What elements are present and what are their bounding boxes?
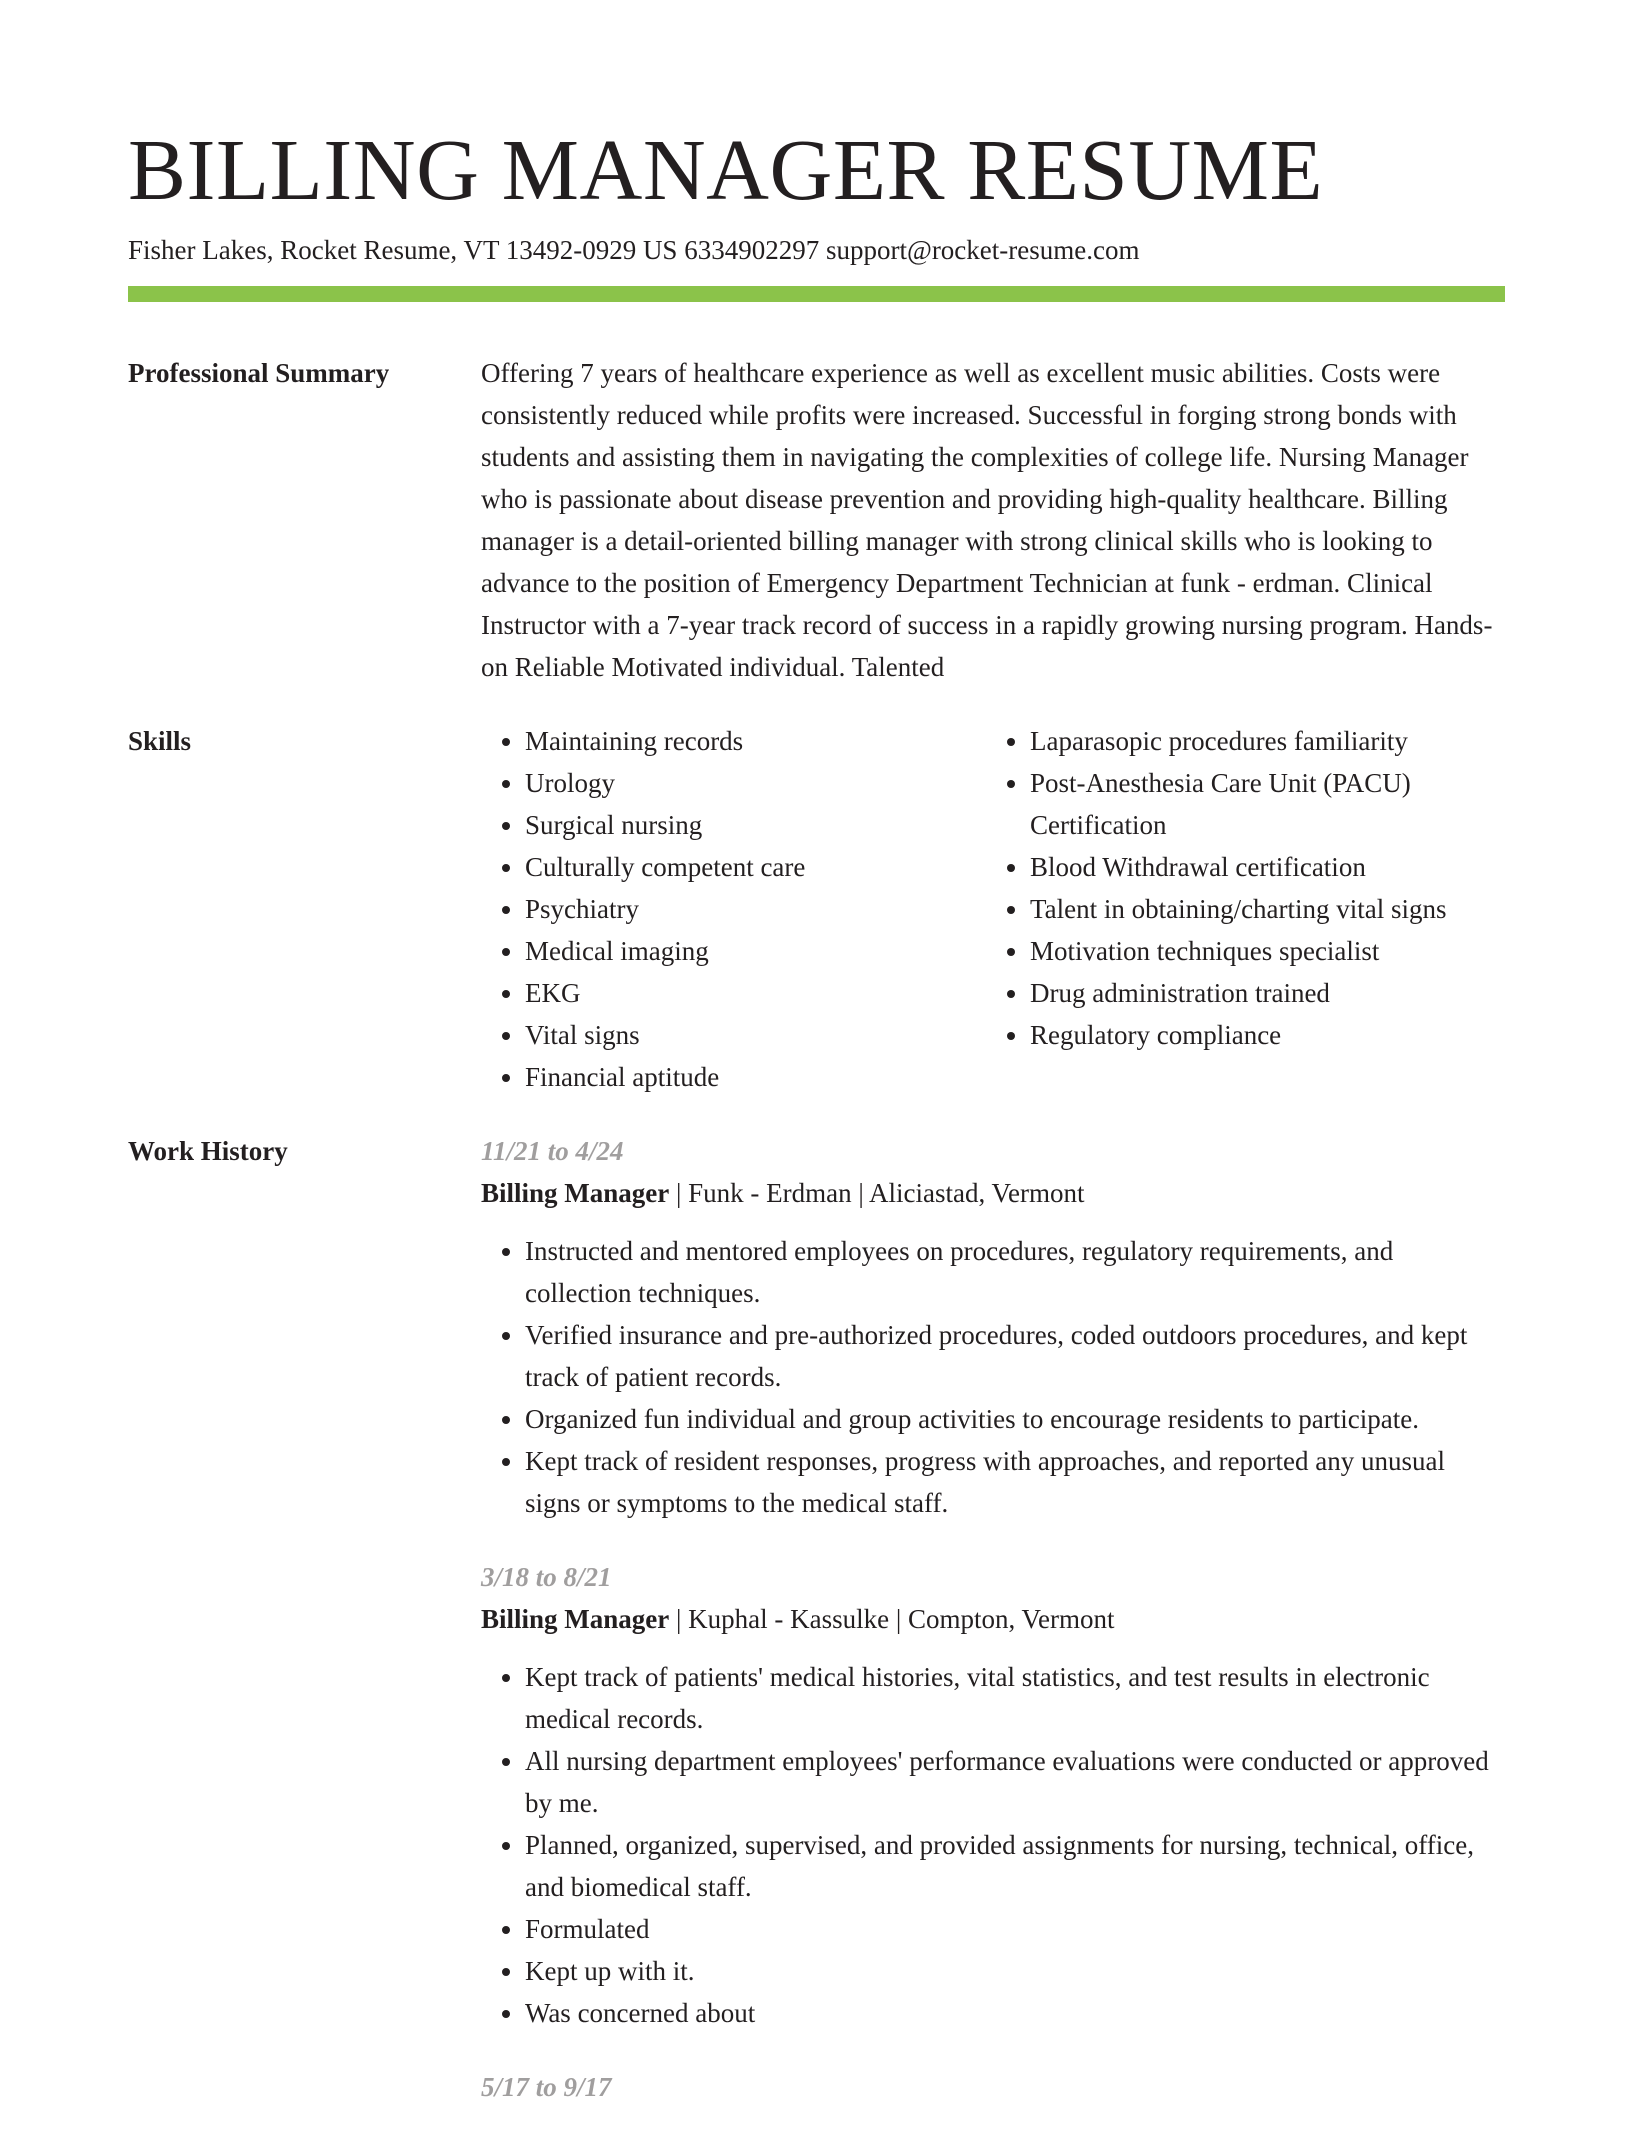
summary-text: Offering 7 years of healthcare experience as well as excellent music abilities. Costs were consistently reduced while profits were increased. Successful in forging strong bonds with students and assisting them in navigating the complexities of college life. Nursing Manager who is passionate about disease prevention and providing high-quality healthcare. Billing manager is a detail-oriented billing manager with strong clinical skills who is looking to advance to the position of Emergency Department Technician at funk - erdman. Clinical Instructor with a 7-year track record of success in a rapidly growing nursing program. Hands-on Reliable Motivated individual. Talented [481, 358, 1493, 682]
professional-summary-section [128, 352, 1505, 688]
skills-list-2 [986, 720, 1491, 1056]
job-employer-location: | Kuphal - Kassulke | Compton, Vermont [669, 1604, 1115, 1634]
skill-item: • Talent in obtaining/charting vital signs [1030, 888, 1491, 930]
job-bullets [481, 1230, 1505, 1524]
work-history-section [128, 1130, 1505, 2140]
skills-list-1 [481, 720, 986, 1098]
skill-item: • EKG [525, 972, 986, 1014]
contact-line: Fisher Lakes, Rocket Resume, VT 13492-0929 US 6334902297 support@rocket-resume.com [128, 235, 1140, 265]
job-bullet: • Instructed and mentored employees on procedures, regulatory requirements, and collection techniques. [525, 1230, 1505, 1314]
skill-item: • Financial aptitude [525, 1056, 986, 1098]
resume-title: BILLING MANAGER RESUME [128, 121, 1324, 218]
job-bullet: • Organized fun individual and group activities to encourage residents to participate. [525, 1398, 1505, 1440]
resume-page [128, 120, 1505, 2140]
skill-item: • Medical imaging [525, 930, 986, 972]
section-label-work: Work History [128, 1136, 288, 1166]
job-bullets [481, 1656, 1505, 2034]
job-entry [481, 1130, 1505, 1524]
job-bullet: • All nursing department employees' performance evaluations were conducted or approved by me. [525, 1740, 1505, 1824]
job-title-line [481, 1172, 1505, 1214]
job-entry [481, 1556, 1505, 2034]
skill-item: • Drug administration trained [1030, 972, 1491, 1014]
job-bullet: • Planned, organized, supervised, and provided assignments for nursing, technical, office, and biomedical staff. [525, 1824, 1505, 1908]
skills-column-1 [481, 720, 986, 1098]
job-title: Billing Manager [481, 1604, 670, 1634]
skills-column-2 [986, 720, 1491, 1098]
section-label-summary: Professional Summary [128, 358, 390, 388]
skill-item: • Laparasopic procedures familiarity [1030, 720, 1491, 762]
job-dates: 11/21 to 4/24 [481, 1136, 624, 1166]
skill-item: • Psychiatry [525, 888, 986, 930]
skill-item: • Culturally competent care [525, 846, 986, 888]
skill-item: • Vital signs [525, 1014, 986, 1056]
skill-item: • Motivation techniques specialist [1030, 930, 1491, 972]
skills-section [128, 720, 1505, 1098]
job-bullet: • Formulated [525, 1908, 1505, 1950]
job-dates: 5/17 to 9/17 [481, 2072, 612, 2102]
job-bullet: • Kept track of resident responses, progress with approaches, and reported any unusual signs or symptoms to the medical staff. [525, 1440, 1505, 1524]
job-title: Billing Manager [481, 1178, 670, 1208]
skill-item: • Maintaining records [525, 720, 986, 762]
job-bullet: • Kept track of patients' medical histories, vital statistics, and test results in electronic medical records. [525, 1656, 1505, 1740]
job-bullet: • Was concerned about [525, 1992, 1505, 2034]
job-dates: 3/18 to 8/21 [481, 1562, 612, 1592]
job-bullet: • Kept up with it. [525, 1950, 1505, 1992]
skill-item: • Blood Withdrawal certification [1030, 846, 1491, 888]
job-title-line [481, 1598, 1505, 1640]
skill-item: • Regulatory compliance [1030, 1014, 1491, 1056]
job-entry [481, 2066, 1505, 2108]
job-employer-location: | Funk - Erdman | Aliciastad, Vermont [669, 1178, 1085, 1208]
skill-item: • Urology [525, 762, 986, 804]
work-history-list [481, 1130, 1505, 2140]
section-label-skills: Skills [128, 726, 192, 756]
skills-columns [481, 720, 1505, 1098]
skill-item: • Surgical nursing [525, 804, 986, 846]
job-bullet: • Verified insurance and pre-authorized procedures, coded outdoors procedures, and kept track of patient records. [525, 1314, 1505, 1398]
accent-divider [128, 286, 1505, 302]
skill-item: • Post-Anesthesia Care Unit (PACU) Certification [1030, 762, 1491, 846]
